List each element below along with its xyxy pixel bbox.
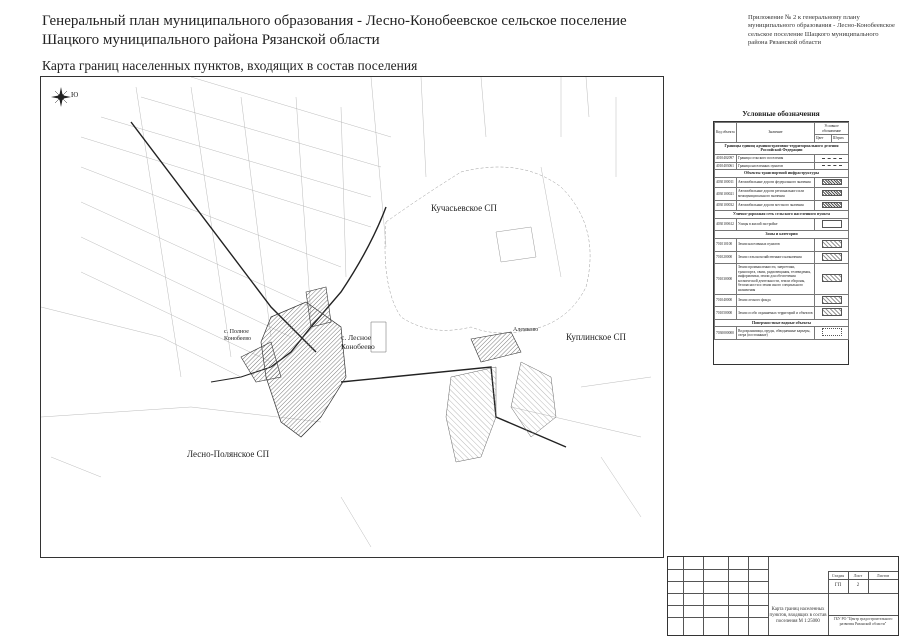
- legend-section-title: Объекты транспортной инфраструктуры: [715, 170, 849, 178]
- stamp-sheet-title: Карта границ населенных пунктов, входящих в состав поселения М 1:25000: [769, 607, 827, 624]
- legend-code: 4030100021: [715, 188, 737, 200]
- legend-name: Улицы в жилой застройке: [737, 218, 815, 231]
- legend-code: 4010403061: [715, 162, 737, 170]
- legend-name: Земли сельскохозяйственного назначения: [737, 251, 815, 264]
- legend-table: [714, 122, 849, 340]
- legend-title: Условные обозначения: [742, 109, 820, 118]
- legend-name: Водохранилища, пруды, обводненные карьеры, озера (постоянные): [737, 327, 815, 340]
- legend-symbol: [815, 238, 849, 251]
- stamp-organization: ГБУ РО "Центр градостроительного развития Рязанской области": [833, 617, 893, 626]
- legend-section-title: Улично-дорожная сеть сельского населенного пункта: [715, 211, 849, 219]
- region-boundary: [385, 167, 590, 333]
- legend-code: 701030000: [715, 264, 737, 295]
- forest-land: [446, 367, 496, 462]
- title-block-stamp: [667, 556, 899, 636]
- legend-name: Граница населенных пунктов: [737, 162, 815, 170]
- settlement-label-lesnoe-konobeevo: с. Лесное Конобеево: [341, 333, 375, 351]
- legend-code: 4010402097: [715, 154, 737, 162]
- legend-header-color: Цвет: [815, 135, 832, 143]
- stamp-header-stage: Стадия: [831, 573, 845, 578]
- legend-name: Автомобильные дороги федерального значения: [737, 177, 815, 188]
- region-label-lesno-polyanskoe: Лесно-Полянское СП: [187, 449, 270, 459]
- legend-row: [715, 162, 849, 170]
- legend-symbol: [815, 251, 849, 264]
- legend-header-symbol: Условное обозначение: [815, 123, 849, 135]
- legend-section-title: Зоны и категории: [715, 231, 849, 239]
- document-title: Генеральный план муниципального образования - Лесно-Конобеевское сельское поселение Шацкого муниципального района Рязанской области: [42, 13, 627, 48]
- legend-row: [715, 200, 849, 211]
- legend-row: [715, 238, 849, 251]
- stamp-header-sheets: Листов: [876, 573, 890, 578]
- legend-header-code: Код объекта: [715, 123, 737, 143]
- legend-row: [715, 264, 849, 295]
- legend-code: 701010100: [715, 238, 737, 251]
- map-subtitle: Карта границ населенных пунктов, входящих в состав поселения: [42, 58, 418, 73]
- north-label: Ю: [71, 91, 79, 99]
- legend-row: [715, 307, 849, 320]
- compass-rose-icon: [51, 87, 71, 107]
- legend-row: [715, 294, 849, 307]
- legend-symbol: [815, 218, 849, 231]
- legend-name: Земли лесного фонда: [737, 294, 815, 307]
- legend-row: [715, 327, 849, 340]
- map-frame[interactable]: [40, 76, 664, 558]
- stamp-sheet-value: 2: [856, 583, 860, 588]
- legend-symbol: [815, 294, 849, 307]
- legend-name: Земли особо охраняемых территорий и объектов: [737, 307, 815, 320]
- legend-name: Автомобильные дороги регионального или межмуниципального значения: [737, 188, 815, 200]
- stamp-header-sheet: Лист: [853, 573, 863, 578]
- legend-name: Автомобильные дороги местного значения: [737, 200, 815, 211]
- legend-symbol: [815, 188, 849, 200]
- legend-symbol: [815, 264, 849, 295]
- legend-row: [715, 218, 849, 231]
- region-label-kuchasyevskoe: Кучасьевское СП: [431, 203, 497, 213]
- legend-header-name: Значение: [737, 123, 815, 143]
- legend-symbol: [815, 162, 849, 170]
- legend-name: Граница сельского поселения: [737, 154, 815, 162]
- stamp-stage-value: ГП: [834, 583, 842, 588]
- legend-code: 701050000: [715, 307, 737, 320]
- legend-row: [715, 188, 849, 200]
- region-label-kuplinskoe: Куплинское СП: [566, 332, 627, 342]
- legend-name: Земли населенных пунктов: [737, 238, 815, 251]
- legend-panel: [713, 121, 849, 365]
- legend-code: 7030000000: [715, 327, 737, 340]
- legend-row: [715, 177, 849, 188]
- legend-symbol: [815, 177, 849, 188]
- legend-name: Земли промышленности, энергетики, транспорта, связи, радиовещания, телевидения, информатики, земли для обеспечения космической деятельности, земли обороны, безопасности и земли иного специального назначения: [737, 264, 815, 295]
- legend-code: 701040000: [715, 294, 737, 307]
- legend-code: 4030100011: [715, 177, 737, 188]
- legend-symbol: [815, 327, 849, 340]
- legend-row: [715, 251, 849, 264]
- settlement-label-alemkovo: Алемково: [513, 327, 539, 333]
- settlement-label-polnoe-konobeevo: с. Полное Конобеево: [224, 329, 252, 342]
- legend-symbol: [815, 154, 849, 162]
- legend-symbol: [815, 200, 849, 211]
- legend-row: [715, 154, 849, 162]
- legend-section-title: Поверхностные водные объекты: [715, 319, 849, 327]
- legend-code: 4030100612: [715, 218, 737, 231]
- legend-symbol: [815, 307, 849, 320]
- map-canvas: [41, 77, 663, 557]
- legend-section-title: Границы единиц административно-территориального деления Российской Федерации: [715, 142, 849, 154]
- appendix-note: Приложение № 2 к генеральному плану муниципального образования - Лесно-Конобеевское сельское поселение Шацкого муниципального района Рязанской области: [748, 14, 895, 47]
- legend-code: 701020000: [715, 251, 737, 264]
- legend-header-stroke: Штрих: [832, 135, 849, 143]
- settlement-alemkovo: [471, 332, 521, 362]
- field-boundaries: [41, 77, 651, 547]
- legend-code: 4030100032: [715, 200, 737, 211]
